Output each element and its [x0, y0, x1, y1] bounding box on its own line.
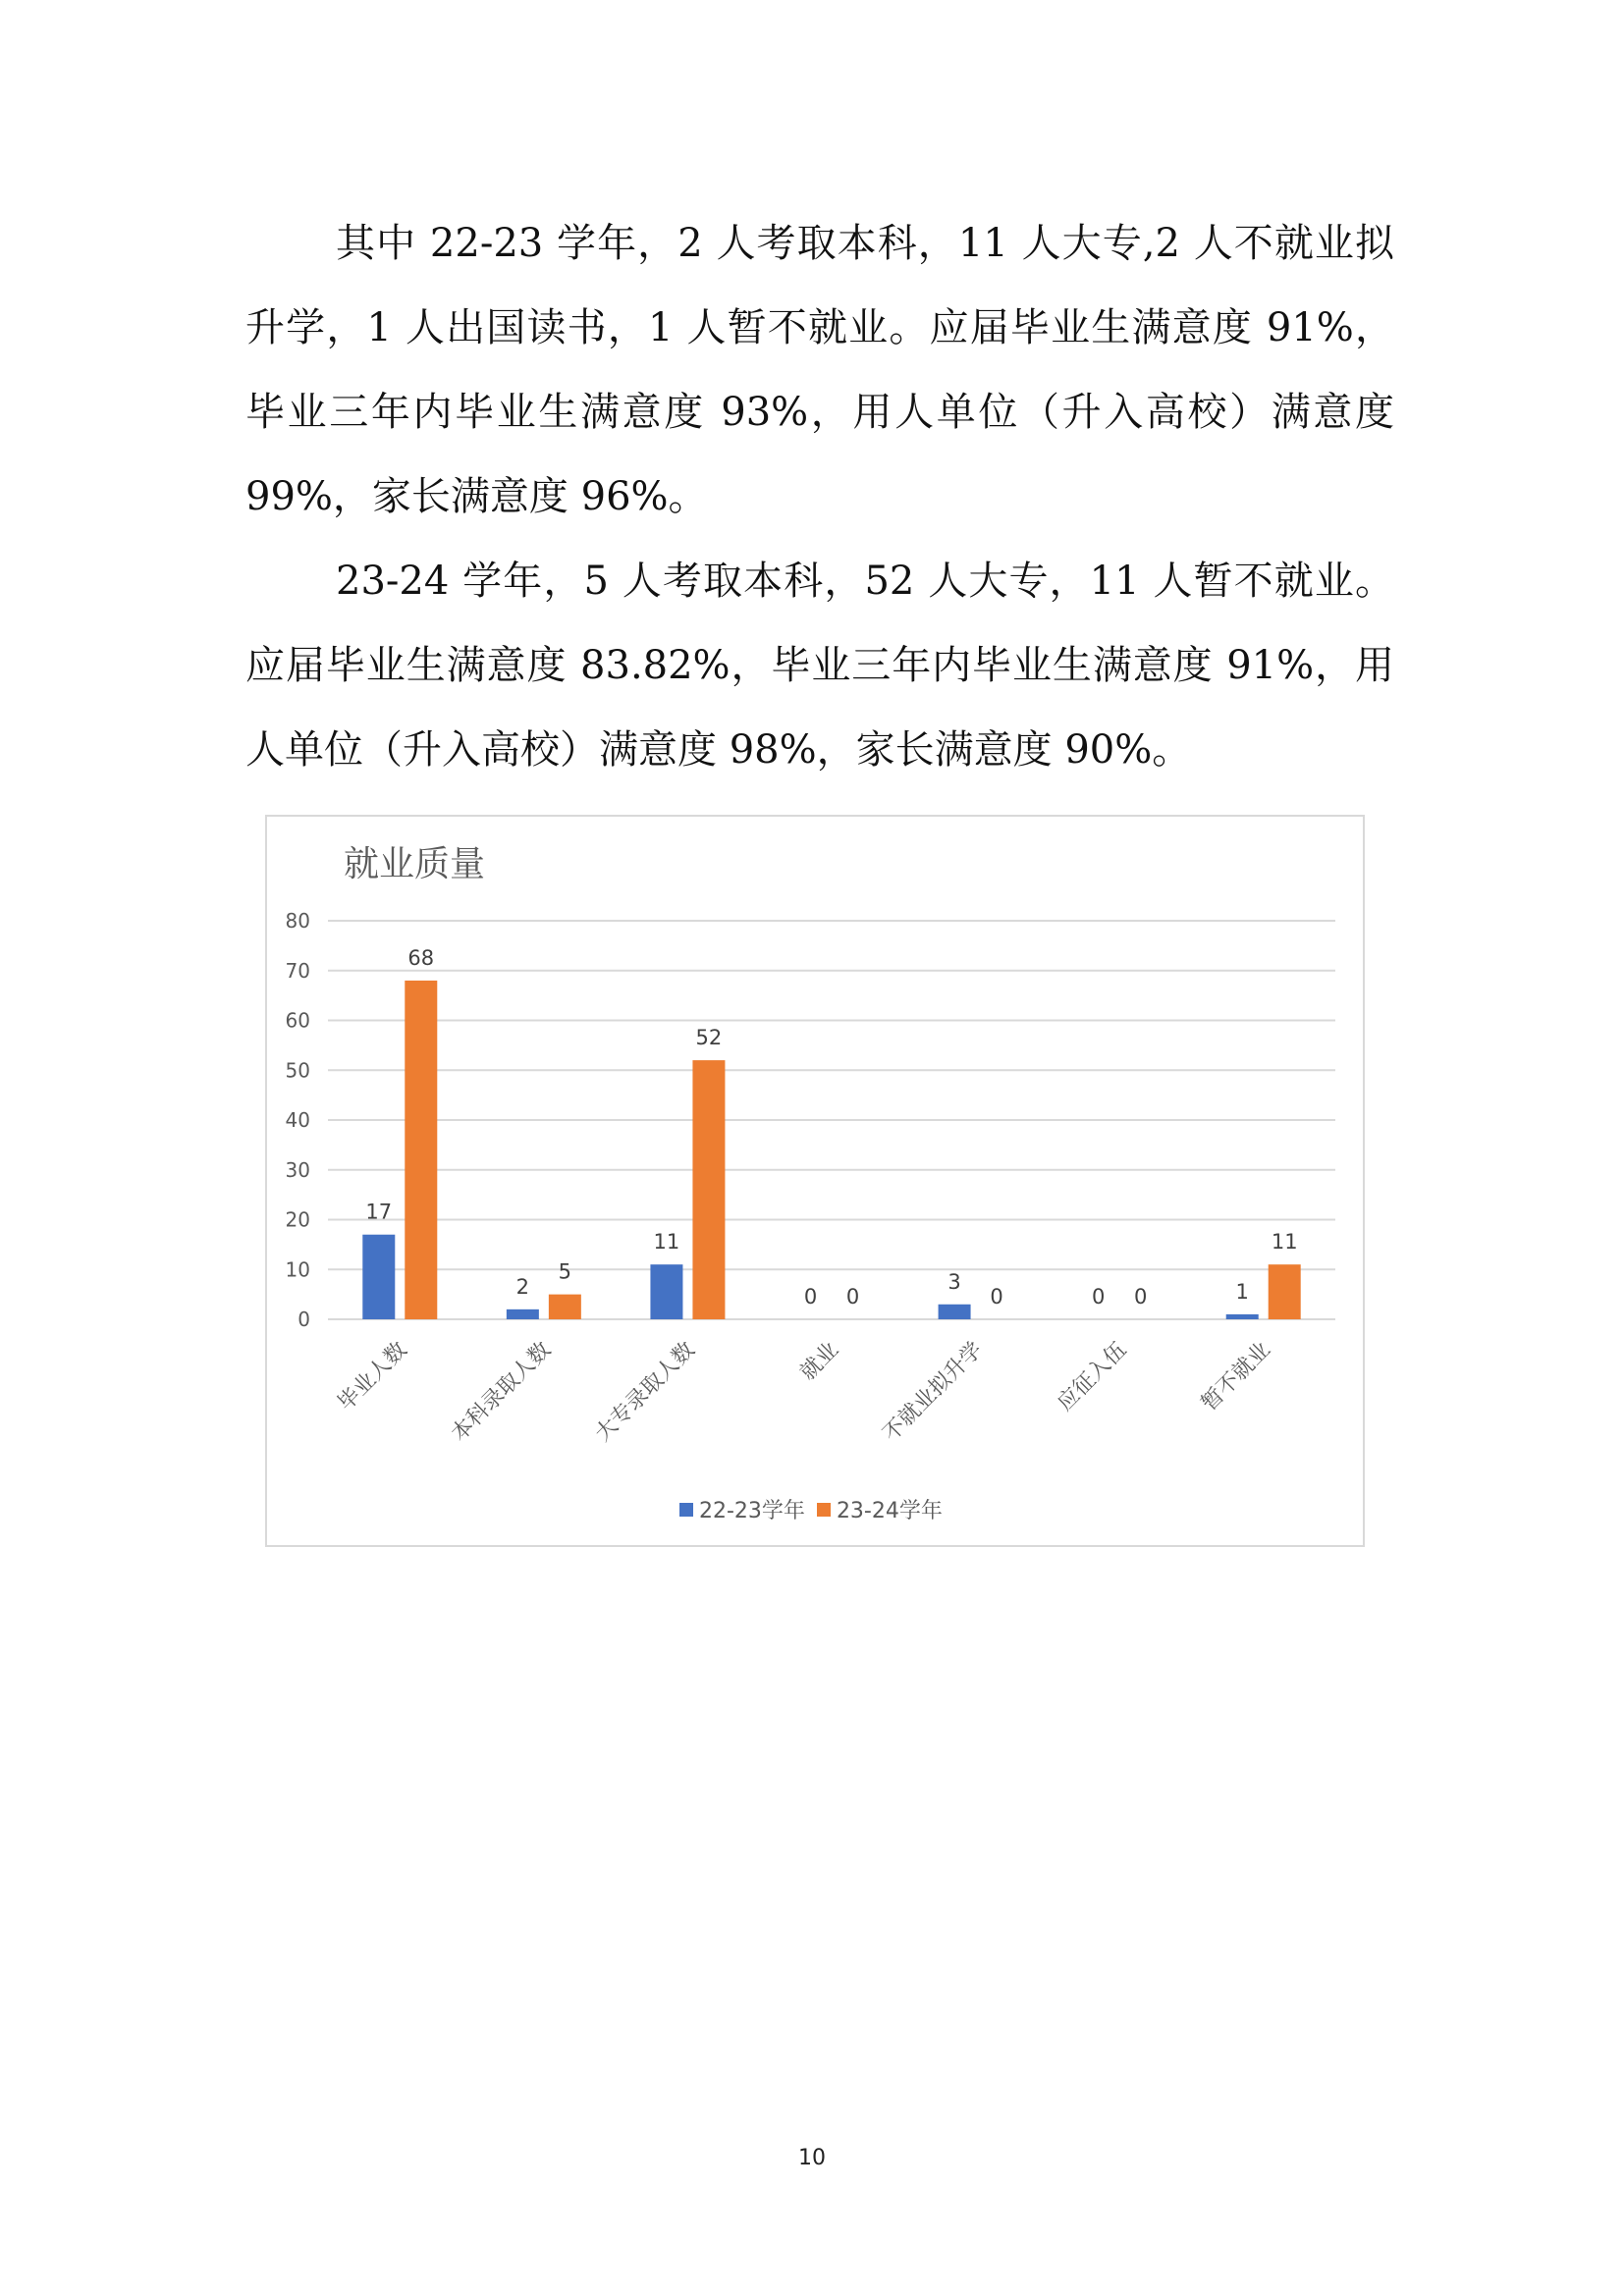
bar: [549, 1295, 581, 1319]
y-tick-label: 0: [298, 1308, 310, 1331]
data-label: 0: [845, 1285, 860, 1308]
paragraph-2223: 其中 22-23 学年，2 人考取本科，11 人大专,2 人不就业拟升学，1 人出国读书，1 人暂不就业。应届毕业生满意度 91%，毕业三年内毕业生满意度 93%，用人单位（升入高校）满意度 99%，家长满意度 96%。: [245, 221, 1394, 519]
category-label: 就业: [795, 1337, 844, 1386]
data-label: 1: [1235, 1279, 1249, 1304]
category-label: 本科录取人数: [447, 1337, 557, 1447]
legend-label-2324: 23-24学年: [836, 1499, 943, 1523]
category-label: 大专录取人数: [590, 1337, 700, 1447]
data-label: 52: [695, 1026, 723, 1050]
category-label: 应征入伍: [1053, 1337, 1132, 1416]
data-label: 0: [1133, 1285, 1148, 1308]
chart-title: 就业质量: [344, 844, 486, 884]
chart-legend: [679, 1494, 943, 1524]
y-tick-label: 50: [285, 1058, 310, 1083]
bar: [650, 1264, 682, 1319]
legend-label-2223: 22-23学年: [699, 1499, 805, 1523]
employment-quality-chart: [265, 815, 1365, 1547]
data-label: 68: [407, 945, 435, 970]
legend-swatch-2223: [679, 1503, 693, 1517]
data-label: 17: [365, 1200, 393, 1224]
y-tick-label: 10: [285, 1257, 310, 1282]
legend-item-2223: [679, 1494, 805, 1524]
data-label: 11: [1271, 1230, 1298, 1255]
data-label: 5: [558, 1259, 572, 1284]
category-label: 暂不就业: [1197, 1337, 1275, 1416]
legend-item-2324: [817, 1494, 943, 1524]
page-number: 10: [798, 2146, 826, 2170]
bar: [405, 981, 437, 1319]
bar: [362, 1235, 395, 1319]
legend-swatch-2324: [817, 1503, 831, 1517]
data-label: 0: [1091, 1285, 1106, 1308]
bar: [939, 1305, 971, 1319]
y-tick-label: 40: [285, 1108, 310, 1132]
y-tick-label: 30: [285, 1157, 310, 1182]
bar: [507, 1309, 539, 1319]
y-tick-label: 20: [285, 1207, 310, 1232]
data-label: 0: [990, 1285, 1003, 1308]
data-label: 3: [947, 1269, 961, 1294]
y-tick-label: 60: [285, 1008, 310, 1033]
data-label: 0: [803, 1285, 818, 1308]
chart-plot: [267, 817, 1363, 1545]
paragraph-2324: 23-24 学年，5 人考取本科，52 人大专，11 人暂不就业。应届毕业生满意度 83.82%，毕业三年内毕业生满意度 91%，用人单位（升入高校）满意度 98%，家长满意度 90%。: [245, 559, 1394, 773]
bar: [692, 1060, 725, 1319]
bar: [1226, 1314, 1259, 1319]
y-tick-label: 70: [285, 958, 310, 983]
bar: [1269, 1264, 1301, 1319]
category-label: 不就业拟升学: [878, 1337, 988, 1447]
y-tick-label: 80: [285, 909, 310, 933]
data-label: 11: [653, 1230, 680, 1255]
data-label: 2: [515, 1274, 530, 1299]
category-label: 毕业人数: [333, 1337, 412, 1416]
